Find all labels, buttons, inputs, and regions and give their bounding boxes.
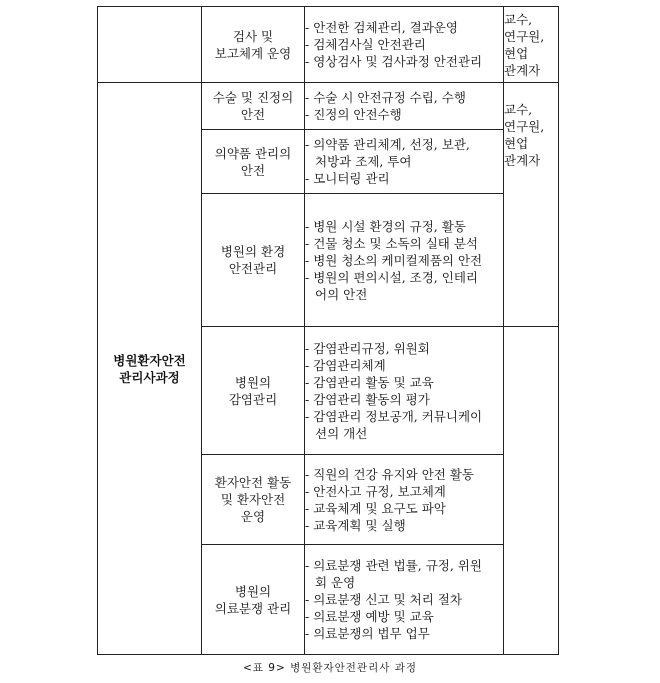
subject-cell: 병원의 감염관리 [202, 327, 305, 455]
content-item: - 교육계획 및 실행 [305, 517, 406, 533]
subject-cell: 의약품 관리의 안전 [202, 130, 305, 194]
content-item: - 안전한 검체관리, 결과운영 [305, 20, 458, 35]
content-cell [305, 455, 504, 545]
content-cell [305, 545, 504, 655]
subject-cell: 환자안전 활동 및 환자안전 운영 [202, 455, 305, 545]
content-item: - 안전사고 규정, 보고체계 [305, 483, 446, 499]
content-cell [305, 130, 504, 194]
content-item: - 의료분쟁 관련 법률, 규정, 위원 회 운영 [305, 558, 482, 590]
instructor-cell-empty [504, 327, 559, 655]
content-cell [305, 83, 504, 130]
content-item: - 검체검사실 안전관리 [305, 37, 426, 52]
course-name-cell: 병원환자안전 관리사과정 [98, 83, 202, 655]
content-item: - 모니터링 관리 [305, 171, 390, 186]
content-item: - 감염관리 활동 및 교육 [305, 374, 434, 390]
content-item: - 감염관리규정, 위원회 [305, 340, 430, 356]
content-item: - 진정의 안전수행 [305, 107, 402, 122]
content-item: - 의료분쟁의 법무 업무 [305, 626, 430, 641]
subject-cell: 병원의 환경 안전관리 [202, 194, 305, 327]
course-cell-top [98, 7, 202, 83]
content-item: - 의료분쟁 예방 및 교육 [305, 609, 434, 624]
subject-cell: 검사 및 보고체계 운영 [202, 7, 305, 83]
content-item: - 교육체계 및 요구도 파악 [305, 500, 446, 516]
content-item: - 수술 시 안전규정 수립, 수행 [305, 90, 466, 105]
instructor-cell: 교수, 연구원, 현업 관계자 [504, 7, 559, 83]
content-cell [305, 327, 504, 455]
table-caption: <표 9> 병원환자안전관리사 과정 [242, 662, 417, 674]
content-item: - 감염관리 활동의 평가 [305, 391, 430, 407]
content-item: - 의료분쟁 신고 및 처리 절차 [305, 592, 462, 607]
instructor-cell: 교수, 연구원, 현업 관계자 [504, 83, 559, 327]
content-item: - 영상검사 및 검사과정 안전관리 [305, 54, 483, 69]
subject-cell: 병원의 의료분쟁 관리 [202, 545, 305, 655]
curriculum-table [97, 6, 559, 655]
content-item: - 의약품 관리체계, 선정, 보관, 처방과 조제, 투여 [305, 137, 470, 169]
content-item: - 병원 시설 환경의 규정, 활동 [305, 218, 466, 234]
table-row [98, 83, 559, 130]
content-item: - 감염관리 정보공개, 커뮤니케이 션의 개선 [305, 408, 483, 441]
content-item: - 건물 청소 및 소독의 실태 분석 [305, 235, 478, 251]
content-cell [305, 194, 504, 327]
content-item: - 감염관리체계 [305, 357, 386, 373]
table-row [98, 7, 559, 83]
content-item: - 직원의 건강 유지와 안전 활동 [305, 466, 474, 482]
content-item: - 병원의 편의시설, 조경, 인테리 어의 안전 [305, 269, 478, 302]
content-cell [305, 7, 504, 83]
subject-cell: 수술 및 진정의 안전 [202, 83, 305, 130]
content-item: - 병원 청소의 케미컬제품의 안전 [305, 252, 483, 268]
